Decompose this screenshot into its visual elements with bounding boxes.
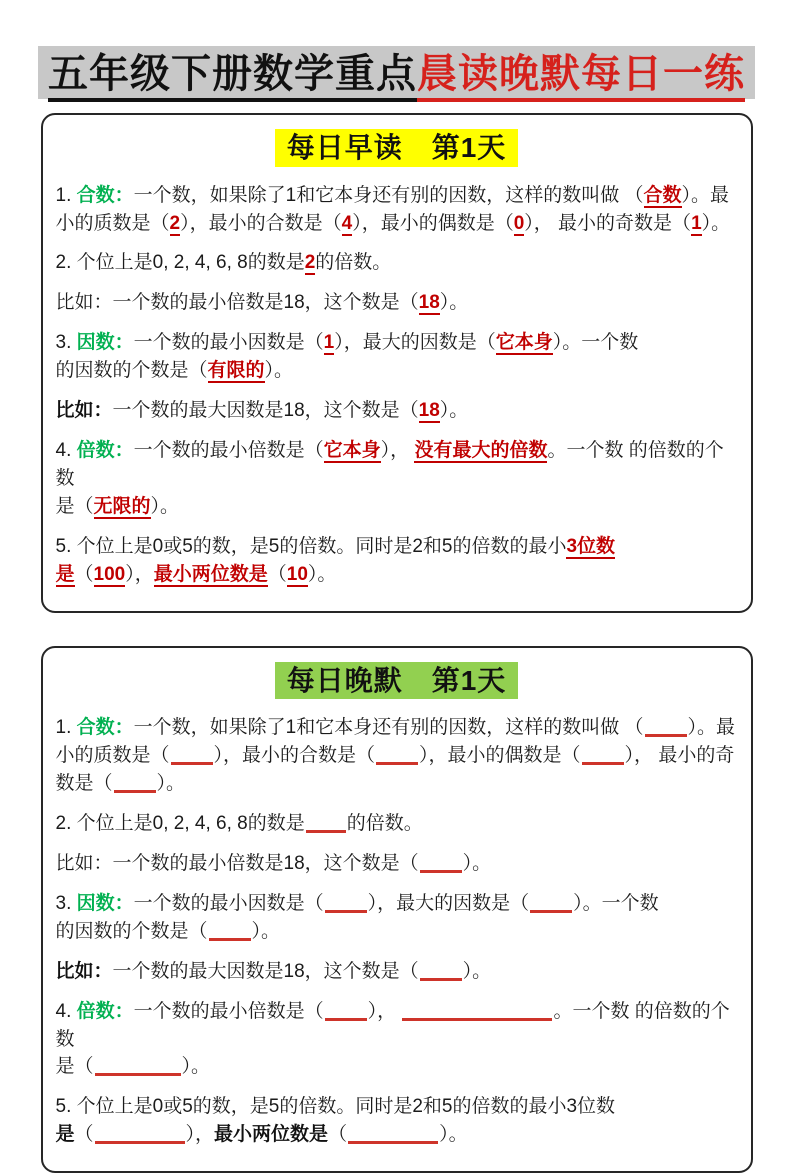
body-text: 的因数的个数是（ — [55, 920, 208, 942]
body-text: ）。 — [156, 773, 186, 795]
answer-blank — [376, 743, 418, 765]
body-text: 。一个数 的倍数的个数 — [55, 440, 724, 489]
morning-reading-card — [41, 113, 753, 613]
paragraph-composite-number — [56, 182, 738, 238]
title-strip — [38, 46, 755, 99]
body-text: 一个数的最小倍数是（ — [133, 1000, 324, 1022]
term-label: 因数： — [76, 332, 134, 354]
page-title-red: 晨读晚默每日一练 — [417, 52, 745, 102]
body-text: 比如：一个数的最小倍数是18，这个数是（ — [55, 852, 419, 874]
evening-card-title: 每日晚默 第1天 — [275, 662, 519, 700]
term-label: 倍数： — [76, 1000, 134, 1022]
answer-text: 2 — [304, 252, 316, 274]
evening-dictation-card — [41, 646, 753, 1173]
answer-text: 合数 — [643, 184, 682, 206]
body-text: ），最小的合数是（ — [213, 745, 376, 767]
body-text: ），最小的合数是（ — [180, 212, 342, 234]
answer-blank — [420, 959, 462, 981]
answer-text: 2 — [169, 212, 181, 234]
body-text: ）， — [367, 1000, 402, 1022]
paragraph-multiples-of-2-blank — [56, 810, 738, 838]
answer-blank — [114, 771, 156, 793]
term-label: 合数： — [76, 184, 134, 206]
paragraph-example-max-factor — [56, 397, 738, 425]
body-text: 一个数，如果除了1和它本身还有别的因数，这样的数叫做 （ — [133, 717, 644, 739]
body-text: 比如： — [55, 400, 113, 422]
body-text: ）， — [380, 440, 415, 462]
body-text: （ — [93, 773, 113, 795]
answer-text: 4 — [341, 212, 353, 234]
body-text: ）。 — [251, 920, 281, 942]
body-text: 的因数的个数是（ — [55, 360, 208, 382]
body-text: 最小两位数是 — [214, 1124, 329, 1146]
body-text: ）， 最小的奇数是 — [55, 745, 735, 795]
paragraph-composite-number-blank — [56, 714, 738, 798]
answer-text: 3位数 — [566, 535, 616, 557]
body-text: ）。 — [264, 360, 294, 382]
evening-card-title-row — [56, 662, 738, 700]
body-text: （ — [328, 1124, 348, 1146]
body-text: ）。一个数 — [573, 892, 659, 914]
body-text: 1. — [55, 184, 77, 206]
answer-blank — [325, 999, 367, 1021]
body-text: ）。 — [701, 212, 731, 234]
answer-text: 18 — [418, 292, 440, 314]
morning-card-title: 每日早读 第1天 — [275, 129, 519, 167]
answer-blank — [402, 999, 552, 1021]
body-text: 比如： — [55, 960, 113, 982]
body-text: 3. — [55, 892, 77, 914]
term-label: 倍数： — [76, 440, 134, 462]
answer-text: 10 — [286, 563, 308, 585]
body-text: ），最大的因数是（ — [367, 892, 530, 914]
paragraph-factors — [56, 329, 738, 385]
answer-text: 最小两位数是 — [153, 563, 268, 585]
body-text: （ — [74, 563, 94, 585]
paragraph-multiples-of-5 — [56, 533, 738, 589]
body-text: ）。 — [439, 1124, 468, 1146]
answer-text: 100 — [93, 563, 126, 585]
body-text: ）， 最小的奇数是（ — [524, 212, 692, 234]
body-text: ）。 — [462, 960, 492, 982]
body-text: 一个数的最大因数是18，这个数是（ — [112, 960, 419, 982]
body-text: 1. — [55, 717, 77, 739]
paragraph-example-max-factor-blank — [56, 958, 738, 986]
body-text: ）。最小的质数是（ — [55, 184, 730, 234]
body-text: （ — [74, 1124, 94, 1146]
paragraph-factors-blank — [56, 890, 738, 946]
answer-blank — [209, 919, 251, 941]
answer-text: 没有最大的倍数 — [414, 440, 548, 462]
answer-text: 有限的 — [207, 360, 265, 382]
body-text: ）。 — [150, 495, 180, 517]
answer-blank — [325, 891, 367, 913]
answer-blank — [348, 1122, 438, 1144]
body-text: ）， — [125, 563, 154, 585]
body-text: ），最小的偶数是（ — [352, 212, 514, 234]
answer-blank — [582, 743, 624, 765]
body-text: 的倍数。 — [315, 252, 392, 274]
body-text: 比如：一个数的最小倍数是18，这个数是（ — [55, 292, 419, 314]
body-text: 一个数的最小因数是（ — [133, 892, 324, 914]
answer-blank — [420, 851, 462, 873]
answer-text: 它本身 — [323, 440, 381, 462]
answer-blank — [306, 811, 346, 833]
body-text: ）， — [185, 1124, 215, 1146]
answer-blank — [95, 1122, 185, 1144]
body-text: 5. 个位上是0或5的数，是5的倍数。同时是2和5的倍数的最小 — [55, 535, 567, 557]
answer-blank — [645, 715, 687, 737]
answer-text: 1 — [691, 212, 702, 234]
body-text: 一个数的最小倍数是（ — [133, 440, 324, 462]
body-text: ）。 — [439, 292, 469, 314]
paragraph-example-min-multiple-blank — [56, 850, 738, 878]
morning-card-title-row — [56, 129, 738, 167]
body-text: ）。 — [462, 852, 492, 874]
page-title-black: 五年级下册数学重点 — [48, 52, 417, 102]
answer-text: 1 — [323, 332, 335, 354]
body-text: ）。 — [181, 1056, 211, 1078]
body-text: ），最大的因数是（ — [334, 332, 496, 354]
body-text: ）。一个数 — [552, 332, 639, 354]
paragraph-multiples-of-2 — [56, 249, 738, 277]
body-text: 一个数的最大因数是18，这个数是（ — [112, 400, 419, 422]
answer-text: 无限的 — [93, 495, 151, 517]
body-text: 3. — [55, 332, 77, 354]
body-text: （ — [267, 563, 287, 585]
answer-text: 它本身 — [495, 332, 553, 354]
answer-blank — [95, 1054, 181, 1076]
answer-text: 18 — [418, 400, 440, 422]
answer-text: 是 — [55, 563, 75, 585]
paragraph-multiples-blank — [56, 998, 738, 1082]
paragraph-multiples — [56, 437, 738, 521]
body-text: ），最小的偶数是（ — [419, 745, 581, 767]
page-title — [0, 0, 793, 99]
term-label: 因数： — [76, 892, 134, 914]
body-text: 4. — [55, 1000, 77, 1022]
answer-blank — [530, 891, 572, 913]
paragraph-multiples-of-5-blank — [56, 1093, 738, 1149]
body-text: ）。 — [439, 400, 469, 422]
body-text: 一个数的最小因数是（ — [133, 332, 324, 354]
body-text: 是 — [55, 1124, 75, 1146]
body-text: ）。最小的质数是（ — [55, 717, 736, 767]
body-text: 。一个数 的倍数的个数 — [55, 1000, 730, 1050]
body-text: 是（ — [55, 1056, 94, 1078]
body-text: 2. 个位上是0, 2, 4, 6, 8的数是 — [55, 813, 305, 835]
body-text: ）。 — [307, 563, 337, 585]
answer-blank — [171, 743, 213, 765]
body-text: 一个数，如果除了1和它本身还有别的因数，这样的数叫做 （ — [133, 184, 644, 206]
answer-text: 0 — [513, 212, 525, 234]
body-text: 是（ — [55, 495, 94, 517]
paragraph-example-min-multiple — [56, 289, 738, 317]
body-text: 的倍数。 — [346, 813, 423, 835]
body-text: 4. — [55, 440, 77, 462]
body-text: 2. 个位上是0, 2, 4, 6, 8的数是 — [55, 252, 305, 274]
body-text: 5. 个位上是0或5的数，是5的倍数。同时是2和5的倍数的最小3位数 — [55, 1096, 616, 1118]
term-label: 合数： — [76, 717, 134, 739]
